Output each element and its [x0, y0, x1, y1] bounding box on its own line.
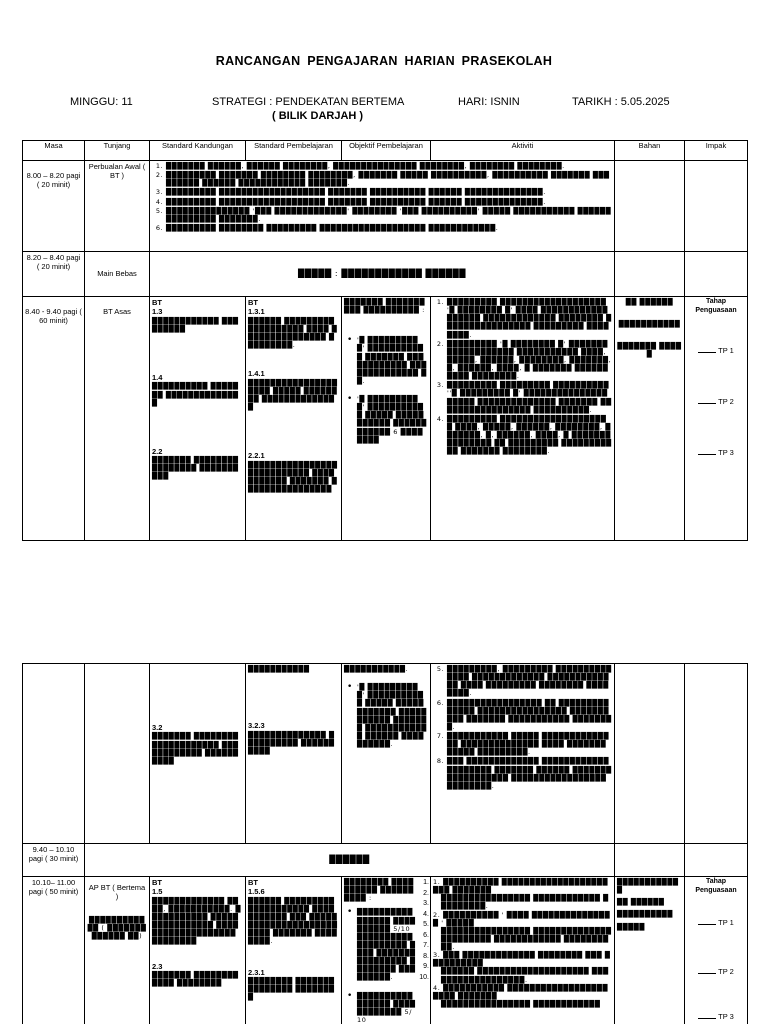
list-item: 2. ██████████ ' ████ ███████████████ ' █████ [433, 910, 611, 927]
lesson-table-page1 [22, 140, 748, 541]
masa-cell [23, 664, 85, 844]
list-item: 6. █████████ ████████ █████████ ███████████████████ ████████████. [166, 224, 612, 232]
tunjang-cell [85, 877, 150, 1024]
sk-sub: 1.4 [152, 373, 163, 382]
sk-code: BT [152, 878, 162, 887]
sp-text: ███████████ [248, 665, 310, 673]
bahan-cell [615, 877, 685, 1024]
op-number: 2. [423, 889, 429, 897]
table-header-row [23, 141, 748, 161]
list-item: 8. ███ █████████████ ████████████ ████████ ███████ ██████ ██████████████████ █████████████████ ████████. [447, 757, 612, 790]
list-item: 5. █████████, █████████ ██████████████ █████████████ █████████████ ████ █████████ ████████ ████████. [447, 665, 612, 698]
impak-cell [685, 252, 748, 297]
bahan-item: ███████████ [618, 320, 681, 329]
op-number: 10. [419, 973, 429, 981]
list-item: 2. █████████ ███████ ████████ ████████, ███████ █████ ██████████, ██████████ ███████ █████████ ██████ ████████████ ███████. [166, 171, 612, 187]
sk-text: ███████ ████████████ ████████ [152, 970, 239, 987]
op-number: 5. [423, 921, 429, 928]
sp-text: ██████ ████████████████████ ███████████ ███ █████ ████████████████████ ███████ ████████. [248, 896, 338, 946]
masa-cell: 8.20 – 8.40 pagi ( 20 minit) [23, 252, 85, 297]
list-item: • '█ █████████ █' ███████████ █████ ████████████ ███████████ ███████ ████████████ ██████ ██████████. [357, 683, 428, 748]
list-item: 6. █████████████████ ██ ██████████████ ████████████████ ██████████ ███████ ███████████ ████████. [447, 699, 612, 732]
list-item: ████████████████ ████████████ █████████. [441, 894, 609, 911]
list-item: • ████████████████ ██████████ 5/10 ███████████████████ ████ ████████████████ ████████ █████████. [357, 908, 416, 981]
table-row [23, 664, 748, 844]
sp-text: ██████ ███████████████████ ████ ███████████████ █████████. [248, 316, 338, 350]
sk-sub: 3.2 [152, 723, 163, 732]
bahan-item: ██ ██████ [617, 898, 665, 907]
bahan-cell [615, 664, 685, 844]
standard-kandungan-cell [150, 664, 246, 844]
sk-text: ████████████ █████████ [152, 316, 239, 333]
tp-row [687, 397, 745, 406]
table-row [23, 297, 748, 541]
col-aktiviti: Aktiviti [431, 141, 615, 161]
tp-row [687, 918, 745, 927]
tarikh-label: TARIKH : 5.05.2025 [572, 96, 670, 108]
op-number: 1. [423, 879, 429, 886]
sp-text: ██████████████ ██████████ ██████████ [248, 730, 335, 755]
bahan-item: ███████ █████ [617, 342, 682, 359]
col-masa: Masa [23, 141, 85, 161]
bahan-cell [615, 252, 685, 297]
sk-code: BT [152, 298, 162, 307]
sp-sub: 3.2.3 [248, 721, 265, 731]
bahan-cell [615, 297, 685, 541]
list-item: 1. █████████ ███████████████████ '█ ████████ █' ████ ██████████████████ █████████████ ████████ ████████████████ █████████ ████████. [447, 298, 612, 339]
page-title: RANCANGAN PENGAJARAN HARIAN PRASEKOLAH [215, 54, 553, 68]
tunjang-cell: BT Asas [85, 297, 150, 541]
tp-label: TP 1 [718, 917, 734, 927]
col-tunjang: Tunjang [85, 141, 150, 161]
tp-row [687, 448, 745, 457]
sk-sub: 1.5 [152, 887, 163, 897]
tunjang-cell: Main Bebas [85, 252, 150, 297]
sp-text: ████████████████████ █████ ████████ ██████████████ [248, 378, 338, 411]
list-item: 4. ███████████ ██████████████████████ ███████ [433, 983, 609, 1000]
impak-title: Tahap Penguasaan [695, 298, 737, 314]
masa-cell: 10.10– 11.00 pagi ( 50 minit) [23, 877, 85, 1024]
standard-kandungan-cell [150, 877, 246, 1024]
sk-text: ██████████ ███████ ██████████████ [152, 382, 239, 407]
sp-text: ████████ ███████████████ ████████ [248, 976, 335, 1002]
op-text: ███████████. [344, 665, 409, 673]
sp-sub: 2.3.1 [248, 967, 265, 977]
impak-cell [685, 844, 748, 877]
masa-cell: 8.00 – 8.20 pagi ( 20 minit) [23, 161, 85, 252]
op-number: 4. [423, 910, 429, 918]
sp-sub: 1.4.1 [248, 369, 265, 379]
standard-pembelajaran-cell [246, 297, 342, 541]
impak-cell [685, 297, 748, 541]
sk-sub: 2.2 [152, 446, 163, 456]
list-item: 3. █████████ █████████ ██████████ ''█ █████████ █' ████████████████████ ██████████████ ███████ █████████████████ ██████████. [447, 381, 612, 414]
tunjang-text: AP BT ( Bertema ) [88, 883, 146, 902]
impak-cell [685, 161, 748, 252]
bahan-item: ████████████ [617, 878, 679, 895]
sk-sub: 1.3 [152, 307, 163, 317]
list-item: ██████ ████████████████████ ██████████████████. [441, 967, 609, 984]
list-item: 7. ███████████ █████ ██████████████ ██████████████ ████ ███████ █████ █████████. [447, 732, 612, 756]
aktiviti-list [433, 665, 612, 790]
col-bahan: Bahan [615, 141, 685, 161]
table-row [23, 844, 748, 877]
strategi-label: STRATEGI : PENDEKATAN BERTEMA [212, 96, 405, 108]
tp-label: TP 3 [718, 1012, 734, 1022]
sk-text: ███████ ████████████████████ ████████████ ██████████ [152, 732, 239, 765]
op-number: 6. [423, 931, 429, 939]
op-number: 3. [423, 900, 429, 907]
bahan-item: ██████████ [617, 910, 673, 919]
sp-text: ████████████████ ███████████ ███████████ ███████ ████████████████ [248, 460, 338, 493]
tp-row [687, 1012, 745, 1021]
impak-title: Tahap Penguasaan [695, 878, 737, 894]
tunjang-text: ████████████ ( █████████████ ██) [87, 915, 147, 940]
tp-row [687, 967, 745, 976]
sp-code: BT [248, 298, 258, 307]
op-number: 7. [423, 942, 429, 949]
objektif-cell [342, 877, 431, 1024]
impak-cell [685, 877, 748, 1024]
sk-text: ███████ ████████████████ ██████████ [152, 456, 239, 481]
sp-sub: 1.3.1 [248, 307, 265, 317]
list-item: 3. █████████ ███████████████████ ███████ ██████████ ██████ ██████████████. [166, 188, 612, 196]
list-item: 1. ███████ ██████, ██████ ████████, ███████████████ ████████, ████████ ████████. [166, 162, 612, 170]
sp-sub: 2.2.1 [248, 451, 265, 461]
list-item: 1. ██████████ ██████████████████████ ███████ [433, 878, 609, 895]
standard-pembelajaran-cell [246, 877, 342, 1024]
aktiviti-cell [431, 297, 615, 541]
tp-row [687, 346, 745, 355]
list-item: • '█ █████████ █' ███████████ █████ ███████████ ████████████ 6 ████████ [357, 395, 428, 444]
op-number: 9. [423, 963, 429, 970]
table-row [23, 877, 748, 1024]
list-item: 4. █████████ ███████████████████ ███████ ██████████ ██████ ██████████████. [166, 198, 612, 206]
tp-label: TP 2 [718, 396, 734, 406]
sp-sub: 1.5.6 [248, 887, 265, 897]
tunjang-cell: Perbualan Awal ( BT ) [85, 161, 150, 252]
table-row [23, 252, 748, 297]
aktiviti-cell [150, 161, 615, 252]
tp-label: TP 3 [718, 448, 734, 458]
tp-label: TP 2 [718, 966, 734, 976]
op-intro: ████████ ██████████ ██████████ : [344, 878, 414, 903]
masa-cell: 8.40 - 9.40 pagi ( 60 minit) [23, 297, 85, 541]
list-item: • ████████████████ ████████████ 5/10 [357, 992, 416, 1024]
col-standard-pembelajaran: Standard Pembelajaran [246, 141, 342, 161]
col-standard-kandungan: Standard Kandungan [150, 141, 246, 161]
aktiviti-cell [431, 877, 615, 1024]
objektif-cell [342, 297, 431, 541]
col-objektif: Objektif Pembelajaran [342, 141, 431, 161]
list-item: ████████████████ ████████████ [441, 999, 601, 1008]
bahan-cell [615, 161, 685, 252]
hari-label: HARI: ISNIN [458, 96, 520, 108]
lesson-table-page2 [22, 663, 748, 1024]
list-item: 5. ███████████████ '███ █████████████' ████████ '███ ██████████' █████ ███████████ ██████ █████████ ███████. [166, 207, 612, 223]
op-number-column [419, 878, 429, 983]
rehat-cell: ██████ [85, 844, 615, 877]
list-item: 2. █████████ '█ ████████ █' ███████████████████ ███████████ ████, █████, ██████, ████████, ███████, █, ██████, ████, █ ███████ ██████████ ████████. [447, 340, 612, 381]
list-item: 3. ███ █████████████ ████████ ███ ██████████ [433, 951, 611, 968]
op-intro: ███████ ██████████ ██████████ : [344, 298, 426, 315]
sk-sub: 2.3 [152, 961, 163, 971]
bahan-item: █████ [617, 922, 645, 931]
col-impak: Impak [685, 141, 748, 161]
bahan-item: ██ ██████ [625, 298, 674, 306]
table-row [23, 161, 748, 252]
minggu-label: MINGGU: 11 [70, 96, 133, 108]
bahan-cell [615, 844, 685, 877]
masa-cell: 9.40 – 10.10 pagi ( 30 minit) [23, 844, 85, 877]
list-item: 4. █████████ ████████████████████ ████, █████, ██████, ████████, ███████, █, ██████, ████, █ ███████ ████████ ██ █████████ ███████████ ███████ ████████. [447, 415, 612, 456]
list-item: ████████████████ ███████████████████████ ████████████ ██████████. [441, 926, 612, 951]
tunjang-cell [85, 664, 150, 844]
standard-kandungan-cell [150, 297, 246, 541]
sp-code: BT [248, 878, 258, 887]
objektif-cell [342, 664, 431, 844]
list-item: • '█ █████████ █' ███████████ ███████ ████████████ ███ ███████████ ██. [357, 336, 428, 385]
sk-text: █████████████ ████, ███████████. ███████████ ████████████████ ███████████████████ ████████ [152, 896, 242, 946]
bilik-label: ( BILIK DARJAH ) [272, 110, 364, 122]
aktiviti-cell [431, 664, 615, 844]
impak-cell [685, 664, 748, 844]
aktiviti-cell: █████ : ████████████ ██████ [150, 252, 615, 297]
standard-pembelajaran-cell [246, 664, 342, 844]
tp-label: TP 1 [718, 345, 734, 355]
op-number: 8. [423, 952, 429, 960]
